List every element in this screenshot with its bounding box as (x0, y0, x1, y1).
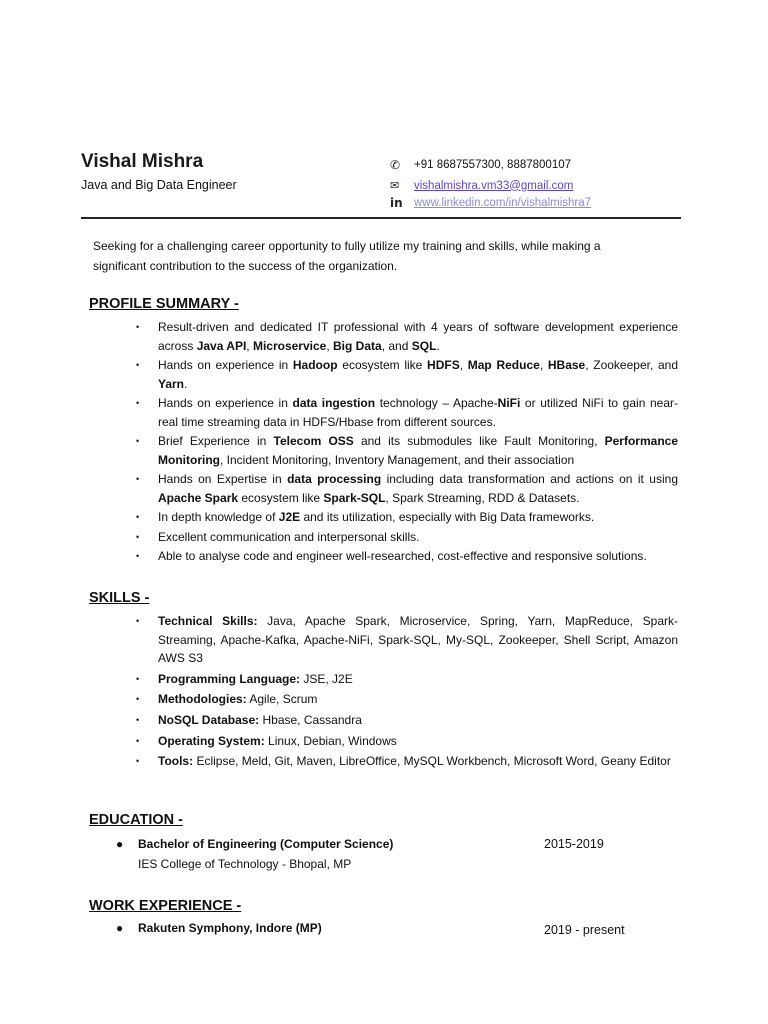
profile-item (136, 528, 678, 547)
skills-text: Programming Language: (158, 671, 301, 686)
contact-phone (390, 158, 571, 172)
header-divider (81, 217, 681, 219)
objective-text: Seeking for a challenging career opportunity to fully utilize my training and skills, while making a significant contribution to the success of the organization. (93, 239, 601, 273)
skills-text: NoSQL Database: (158, 713, 260, 728)
profile-text: Hadoop (292, 358, 338, 372)
profile-text: Yarn (158, 376, 185, 391)
profile-text: Hands on experience in (158, 358, 293, 372)
profile-text: data processing (287, 472, 382, 486)
contact-linkedin (390, 196, 591, 210)
profile-text: Java API (196, 338, 247, 353)
skills-item (136, 732, 678, 751)
skills-text: Eclipse, Meld, Git, Maven, LibreOffice, MySQL Workbench, Microsoft Word, Geany Editor (193, 754, 671, 769)
education-years: 2015-2019 (544, 837, 604, 851)
work-years: 2019 - present (544, 923, 625, 937)
profile-text: Performance Monitoring (158, 434, 678, 467)
profile-text: technology – Apache- (375, 396, 498, 410)
bullet-icon: ● (116, 921, 124, 935)
profile-text: , Spark Streaming, RDD & Datasets. (385, 490, 580, 505)
profile-item (136, 394, 678, 431)
profile-text: Brief Experience in (158, 434, 274, 448)
profile-text: Big Data (333, 338, 382, 353)
profile-text: Microservice (252, 338, 327, 353)
skills-text: Tools: (158, 754, 194, 769)
profile-summary-heading: PROFILE SUMMARY - (89, 296, 239, 312)
profile-item (136, 508, 678, 527)
profile-item (136, 432, 678, 469)
profile-text: J2E (278, 510, 301, 524)
degree: Bachelor of Engineering (Computer Science) (138, 837, 394, 851)
candidate-role: Java and Big Data Engineer (81, 178, 237, 192)
profile-item (136, 470, 678, 507)
profile-text: SQL (411, 338, 437, 353)
college: IES College of Technology - Bhopal, MP (138, 857, 352, 871)
candidate-name: Vishal Mishra (81, 151, 204, 172)
profile-text: Excellent communication and interpersonal skills. (158, 529, 420, 544)
phone-icon: ✆ (390, 158, 401, 172)
email-link[interactable]: vishalmishra.vm33@gmail.com (414, 179, 574, 192)
skills-text: Agile, Scrum (246, 692, 318, 707)
profile-text: , and (381, 338, 412, 353)
skills-item (136, 690, 678, 709)
skills-text: Methodologies: (158, 692, 247, 707)
profile-text: Hands on Expertise in (158, 472, 288, 486)
profile-text: . (184, 376, 188, 391)
profile-text: Map Reduce (467, 358, 540, 372)
linkedin-link[interactable]: www.linkedin.com/in/vishalmishra7 (414, 197, 592, 209)
company: Rakuten Symphony, Indore (MP) (138, 921, 322, 935)
profile-text: or utilized NiFi to gain near- real time streaming data in HDFS/Hbase from different sources. (158, 396, 678, 429)
profile-text: In depth knowledge of (158, 510, 279, 524)
skills-item (136, 711, 678, 730)
skills-text: Hbase, Cassandra (259, 713, 362, 728)
linkedin-icon: in (390, 196, 403, 210)
phone-text: +91 8687557300, 8887800107 (414, 159, 572, 171)
profile-text: Apache Spark (158, 490, 239, 505)
skills-text: Operating System: (158, 733, 265, 748)
profile-text: Spark-SQL (323, 490, 386, 505)
profile-summary-list (136, 318, 678, 567)
skills-text: Linux, Debian, Windows (264, 733, 397, 748)
profile-text: , (539, 358, 548, 372)
envelope-icon: ✉ (390, 180, 400, 192)
skills-heading: SKILLS - (89, 590, 150, 606)
skills-text: JSE, J2E (300, 671, 353, 686)
profile-text: ecosystem like (337, 358, 428, 372)
profile-text: , Zookeeper, and (585, 358, 679, 372)
profile-text: data ingestion (292, 396, 376, 410)
profile-text: Hands on experience in (158, 396, 293, 410)
profile-text: HBase (547, 358, 586, 372)
profile-item (136, 318, 678, 355)
profile-text: NiFi (497, 396, 521, 410)
profile-item (136, 356, 678, 393)
work-entry (116, 921, 322, 935)
profile-text: . (436, 338, 440, 353)
profile-text: and its utilization, especially with Big Data frameworks. (300, 510, 595, 524)
profile-text: , (326, 338, 334, 353)
profile-text: , Incident Monitoring, Inventory Management, and their association (219, 452, 575, 467)
education-entry (116, 837, 393, 851)
skills-item (136, 752, 678, 771)
profile-text: ecosystem like (238, 490, 324, 505)
skills-text: Technical Skills: (158, 614, 258, 628)
skills-list (136, 612, 678, 773)
profile-text: , (246, 338, 253, 353)
profile-text: , (459, 358, 468, 372)
profile-text: Result-driven and dedicated IT professional with 4 years of software development experience across (158, 320, 678, 353)
skills-item (136, 670, 678, 689)
profile-text: and its submodules like Fault Monitoring, (353, 434, 605, 448)
education-heading: EDUCATION - (89, 812, 183, 828)
profile-text: Able to analyse code and engineer well-researched, cost-effective and responsive solutions. (158, 549, 647, 563)
profile-text: Telecom OSS (273, 434, 354, 448)
profile-text: HDFS (427, 358, 460, 372)
bullet-icon: ● (116, 837, 124, 851)
skills-text: Java, Apache Spark, Microservice, Spring, Yarn, MapReduce, Spark-Streaming, Apache-Kafka, Apache-NiFi, Spark-SQL, My-SQL, Zookeeper, Shell Script, Amazon AWS S3 (158, 614, 678, 665)
profile-item (136, 547, 678, 566)
work-experience-heading: WORK EXPERIENCE - (89, 898, 242, 914)
skills-item (136, 612, 678, 668)
contact-email (390, 179, 573, 192)
profile-text: including data transformation and actions on it using (381, 472, 678, 486)
